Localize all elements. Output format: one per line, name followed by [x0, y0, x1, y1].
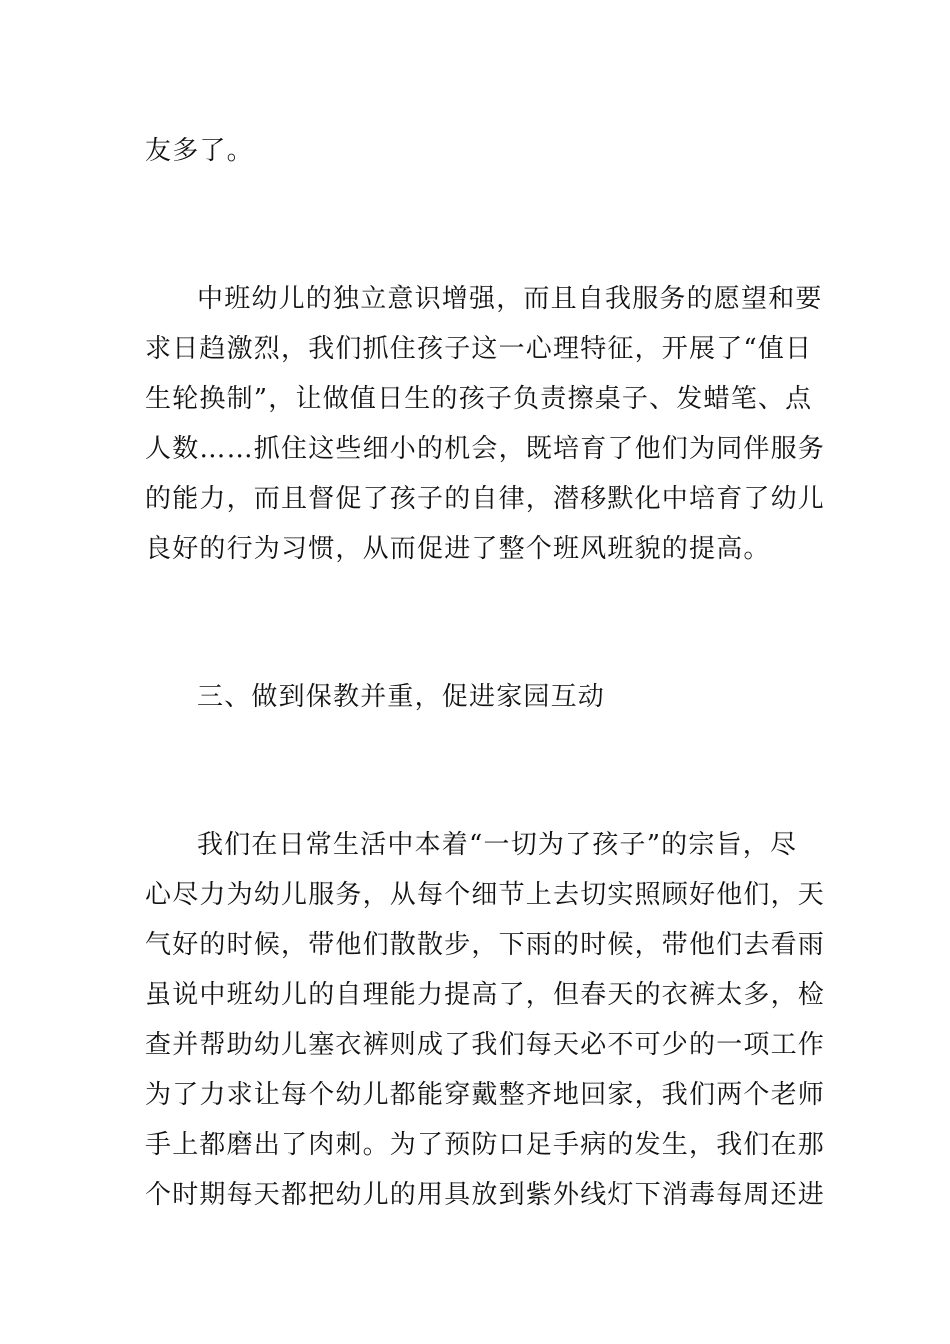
text-line: 友多了。	[145, 136, 254, 166]
text-line: 个时期每天都把幼儿的用具放到紫外线灯下消毒每周还进	[145, 1180, 826, 1210]
text-line: 查并帮助幼儿塞衣裤则成了我们每天必不可少的一项工作	[145, 1030, 826, 1060]
text-line: 的能力，而且督促了孩子的自律，潜移默化中培育了幼儿	[145, 484, 826, 514]
text-line: 心尽力为幼儿服务，从每个细节上去切实照顾好他们，天	[145, 880, 826, 910]
text-line: 良好的行为习惯，从而促进了整个班风班貌的提高。	[145, 534, 771, 564]
text-line: 手上都磨出了肉刺。为了预防口足手病的发生，我们在那	[145, 1130, 826, 1160]
paragraph-first-line: 我们在日常生活中本着“一切为了孩子”的宗旨，尽	[197, 830, 798, 860]
section-heading: 三、做到保教并重，促进家园互动	[197, 682, 606, 712]
text-line: 虽说中班幼儿的自理能力提高了，但春天的衣裤太多，检	[145, 980, 826, 1010]
paragraph-first-line: 中班幼儿的独立意识增强，而且自我服务的愿望和要	[197, 284, 823, 314]
text-line: 为了力求让每个幼儿都能穿戴整齐地回家，我们两个老师	[145, 1080, 826, 1110]
text-line: 求日趋激烈，我们抓住孩子这一心理特征，开展了“值日	[145, 334, 813, 364]
text-line: 生轮换制”，让做值日生的孩子负责擦桌子、发蜡笔、点	[145, 384, 813, 414]
text-line: 气好的时候，带他们散散步，下雨的时候，带他们去看雨	[145, 930, 826, 960]
text-line: 人数……抓住这些细小的机会，既培育了他们为同伴服务	[145, 434, 826, 464]
